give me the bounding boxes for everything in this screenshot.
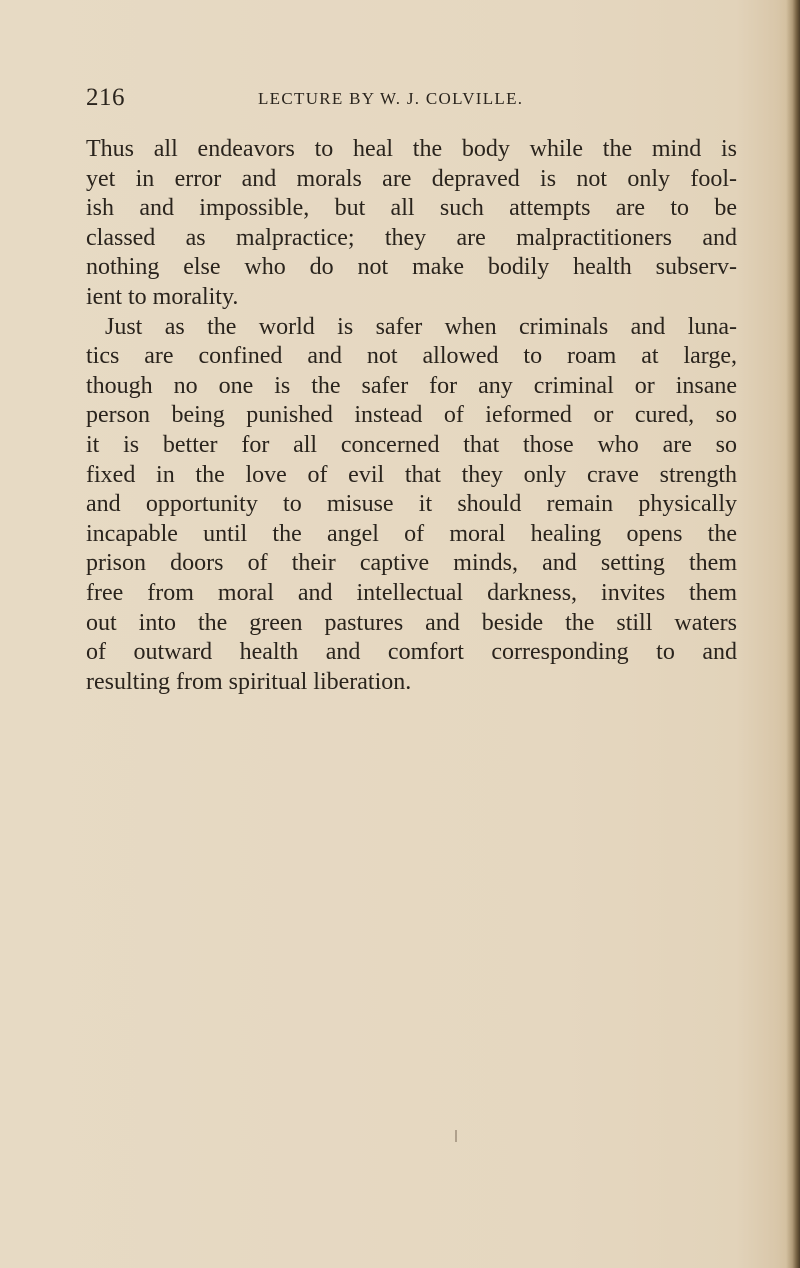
text-line: nothing else who do not make bodily health subserv- <box>86 254 737 281</box>
running-head-title: LECTURE BY W. J. COLVILLE. <box>258 89 524 108</box>
text-line: ish and impossible, but all such attempts are to be <box>86 195 737 222</box>
text-line: tics are confined and not allowed to roam at large, <box>86 343 737 370</box>
paragraph-2 <box>86 313 737 698</box>
text-line: it is better for all concerned that those who are so <box>86 431 737 458</box>
text-line: Just as the world is safer when criminals and luna- <box>105 313 737 340</box>
text-line: of outward health and comfort corresponding to and <box>86 639 737 666</box>
text-line: free from moral and intellectual darkness, invites them <box>86 579 737 606</box>
ink-speck <box>455 1130 457 1142</box>
text-line: person being punished instead of ieformed or cured, so <box>86 402 737 429</box>
text-line: and opportunity to misuse it should remain physically <box>86 491 737 518</box>
body-text <box>86 135 737 697</box>
text-line: incapable until the angel of moral healing opens the <box>86 520 737 547</box>
text-line: classed as malpractice; they are malpractitioners and <box>86 224 737 251</box>
text-line: out into the green pastures and beside the still waters <box>86 609 737 636</box>
text-line: fixed in the love of evil that they only crave strength <box>86 461 737 488</box>
page-edge-shadow <box>786 0 800 1268</box>
paragraph-1 <box>86 135 737 313</box>
text-line: Thus all endeavors to heal the body while the mind is <box>86 136 737 162</box>
text-line: yet in error and morals are depraved is not only fool- <box>86 165 737 192</box>
running-head <box>86 84 736 114</box>
text-line: resulting from spiritual liberation. <box>86 668 412 695</box>
text-line: ient to morality. <box>86 283 239 310</box>
text-line: though no one is the safer for any criminal or insane <box>86 372 737 399</box>
page-number: 216 <box>86 84 125 111</box>
text-line: prison doors of their captive minds, and setting them <box>86 550 737 577</box>
